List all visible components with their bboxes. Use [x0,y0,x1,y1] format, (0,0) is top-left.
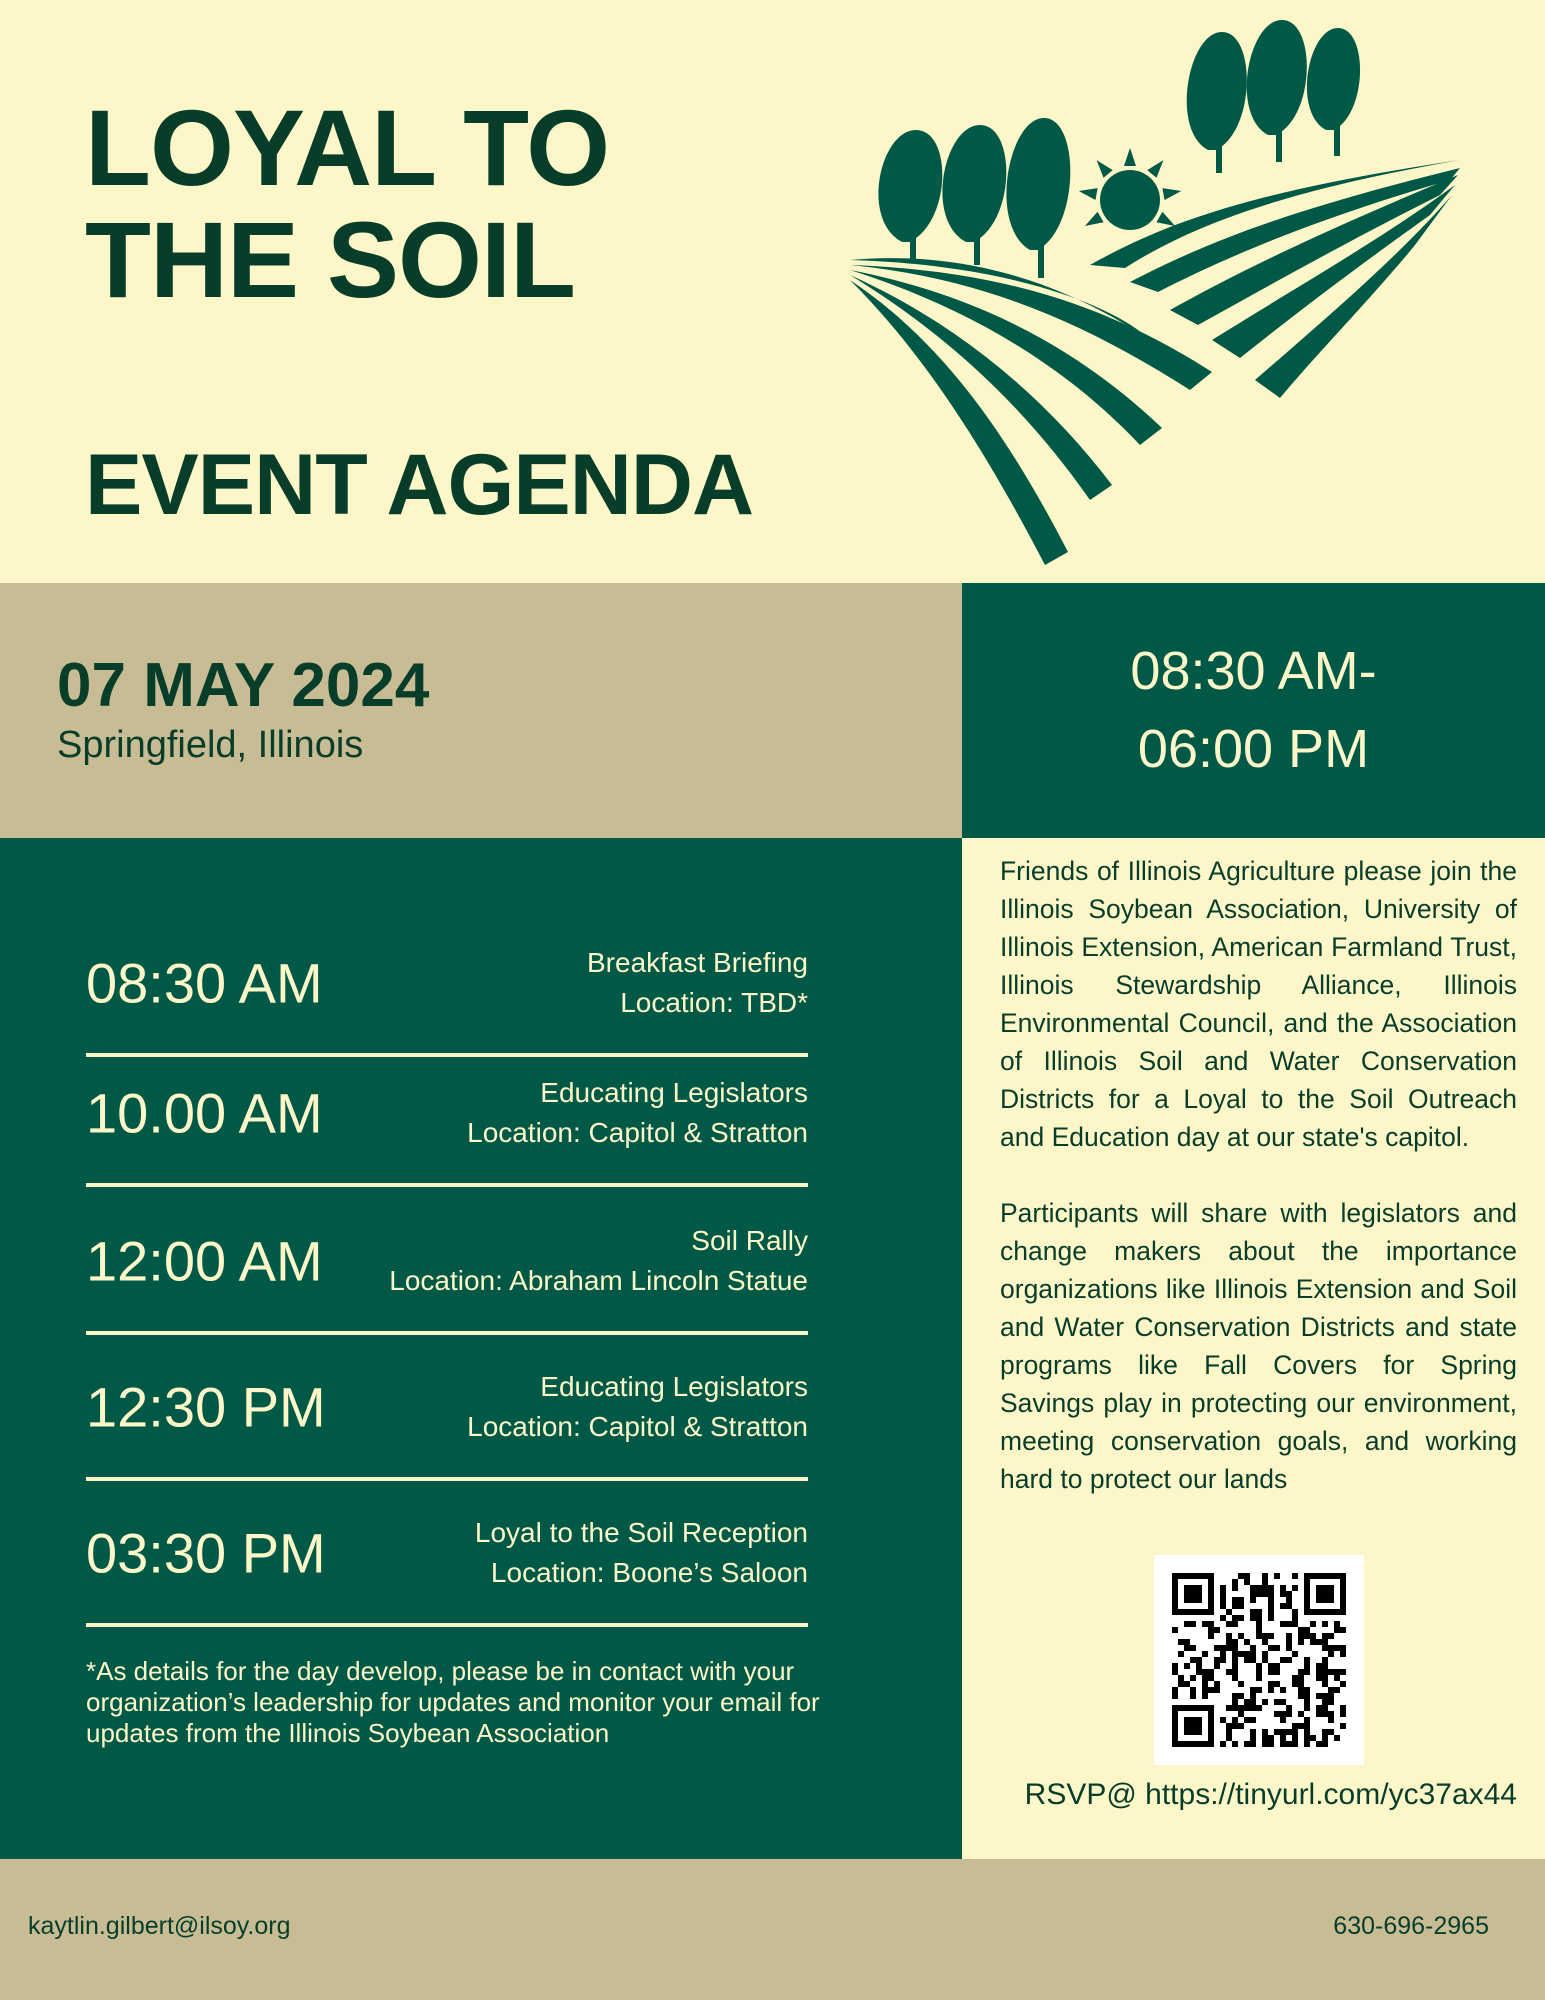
farm-field-logo [840,20,1470,575]
agenda-title: Educating Legislators [540,1370,808,1402]
agenda-row [86,1336,808,1481]
event-time-start: 08:30 AM- [1130,641,1377,701]
info-paragraph: Participants will share with legislators and change makers about the importance organizations like Illinois Extension and Soil and Water Conservation Districts and state programs like Fall Covers for Spring Savings play in protecting our environment, meeting conservation goals, and working hard to protect our lands [1000,1198,1517,1494]
qr-code-icon [1154,1555,1364,1765]
agenda-time: 08:30 AM [86,951,323,1014]
event-time-end: 06:00 PM [1137,719,1370,779]
agenda-location: Location: Boone’s Saloon [490,1556,808,1588]
agenda-row [86,1042,808,1187]
title-line-1: LOYAL TO [85,87,610,208]
rsvp-link[interactable]: RSVP@ https://tinyurl.com/yc37ax44 [1024,1778,1517,1811]
agenda-description [389,1221,808,1301]
event-info [1000,852,1517,1536]
agenda-time: 03:30 PM [86,1521,326,1584]
agenda-row [86,1190,808,1335]
agenda-time: 12:00 AM [86,1229,323,1292]
info-paragraph: Friends of Illinois Agriculture please join the Illinois Soybean Association, University of Illinois Extension, American Farmland Trust, Illinois Stewardship Alliance, Illinois Environmental Council, and the Association of Illinois Soil and Water Conservation Districts for a Loyal to the Soil Outreach and Education day at our state's capitol. [1000,856,1517,1152]
agenda-title: Loyal to the Soil Reception [474,1516,808,1548]
agenda-time: 12:30 PM [86,1375,326,1438]
rsvp-qr-code[interactable] [1154,1555,1364,1765]
agenda-description [467,1367,808,1447]
agenda-time: 10.00 AM [86,1081,323,1144]
agenda-row [86,1482,808,1627]
agenda-description [475,1513,808,1593]
agenda-row [86,912,808,1057]
agenda-title: Soil Rally [691,1224,808,1256]
event-date: 07 MAY 2024 [57,651,430,720]
agenda-location: Location: TBD* [620,986,808,1018]
agenda-description [467,1073,808,1153]
event-location: Springfield, Illinois [57,724,364,766]
subtitle: EVENT AGENDA [85,437,754,533]
footnote: *As details for the day develop, please be in contact with your organization’s leadership for updates and monitor your email for updates from the Illinois Soybean Association [86,1656,820,1748]
agenda-title: Breakfast Briefing [587,946,808,978]
contact-email[interactable]: kaytlin.gilbert@ilsoy.org [28,1912,291,1940]
agenda-location: Location: Capitol & Stratton [467,1410,808,1442]
agenda-description [587,943,808,1023]
agenda-location: Location: Abraham Lincoln Statue [389,1264,808,1296]
contact-phone[interactable]: 630-696-2965 [1333,1912,1489,1940]
title-line-2: THE SOIL [85,199,576,320]
time-band [962,583,1545,838]
agenda-title: Educating Legislators [540,1076,808,1108]
agenda-location: Location: Capitol & Stratton [467,1116,808,1148]
